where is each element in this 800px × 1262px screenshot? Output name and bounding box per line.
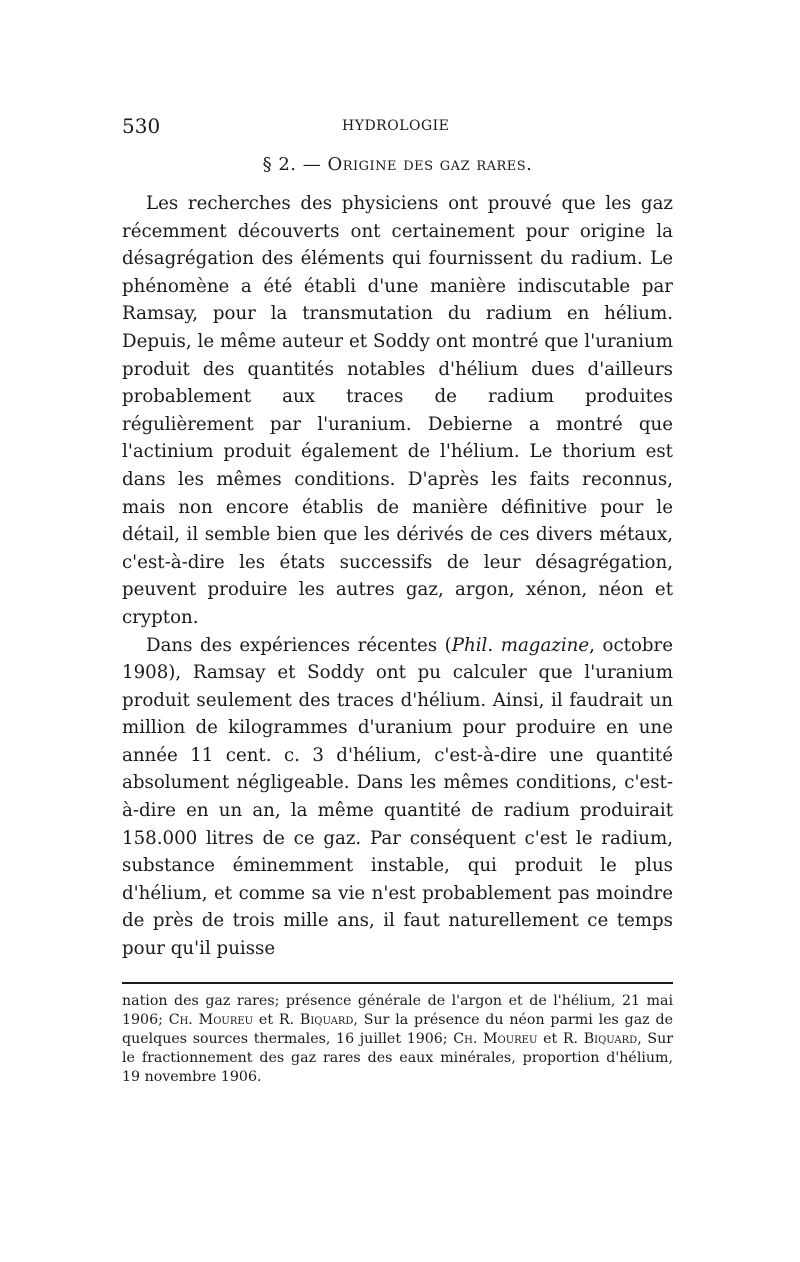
body-text	[122, 190, 673, 963]
page-number: 530	[122, 114, 161, 138]
footnote-author: R. Biquard	[278, 1011, 354, 1028]
paragraph-text: Dans des expériences récentes (	[146, 634, 452, 656]
footnote	[122, 992, 673, 1087]
footnote-text: et	[253, 1011, 279, 1028]
footnote-divider	[122, 982, 673, 984]
footnote-text: , Sur la présence du néon parmi les gaz de quelques sources thermales, 16 juillet 1906;	[122, 1011, 673, 1047]
running-head	[122, 108, 673, 144]
footnote-text: nation des gaz rares; présence générale de l'argon et de l'hélium, 21 mai 1906;	[122, 992, 673, 1028]
footnote-author: R. Biquard	[562, 1030, 638, 1047]
book-page	[122, 108, 673, 1087]
section-heading	[122, 154, 673, 184]
journal-title: Phil. magazine	[451, 634, 590, 656]
paragraph: Les recherches des physiciens ont prouvé que les gaz récemment découverts ont certainement pour origine la désagrégation des éléments qui fournissent du radium. Le phénomène a été établi d'une manière indiscutable par Ramsay, pour la transmutation du radium en hélium. Depuis, le même auteur et Soddy ont montré que l'uranium produit des quantités notables d'hélium dues d'ailleurs probablement aux traces de radium produites régulièrement par l'uranium. Debierne a montré que l'actinium produit également de l'hélium. Le thorium est dans les mêmes conditions. D'après les faits reconnus, mais non encore établis de manière définitive pour le détail, il semble bien que les dérivés de ces divers métaux, c'est-à-dire les états successifs de leur désagrégation, peuvent produire les autres gaz, argon, xénon, néon et crypton.	[122, 193, 673, 628]
footnote-text: , Sur le fractionnement des gaz rares des eaux minérales, proportion d'hélium, 19 novembre 1906.	[122, 1030, 674, 1085]
footnote-author: Ch. Moureu	[168, 1011, 254, 1028]
footnote-author: Ch. Moureu	[453, 1030, 538, 1047]
paragraph-text: , octobre 1908), Ramsay et Soddy ont pu calculer que l'uranium produit seulement des traces d'hélium. Ainsi, il faudrait un million de kilogrammes d'uranium pour produire en une année 11 cent. c. 3 d'hélium, c'est-à-dire une quantité absolument négligeable. Dans les mêmes conditions, c'est-à-dire en un an, la même quantité de radium produirait 158.000 litres de ce gaz. Par conséquent c'est le radium, substance éminemment instable, qui produit le plus d'hélium, et comme sa vie n'est probablement pas moindre de près de trois mille ans, il faut naturellement ce temps pour qu'il puisse	[122, 634, 674, 960]
section-dash: —	[302, 154, 322, 175]
footnote-text: et	[537, 1030, 563, 1047]
section-symbol: § 2.	[262, 154, 297, 175]
section-title: Origine des gaz rares.	[327, 154, 533, 175]
running-title: HYDROLOGIE	[342, 118, 450, 134]
paragraph	[122, 632, 673, 963]
